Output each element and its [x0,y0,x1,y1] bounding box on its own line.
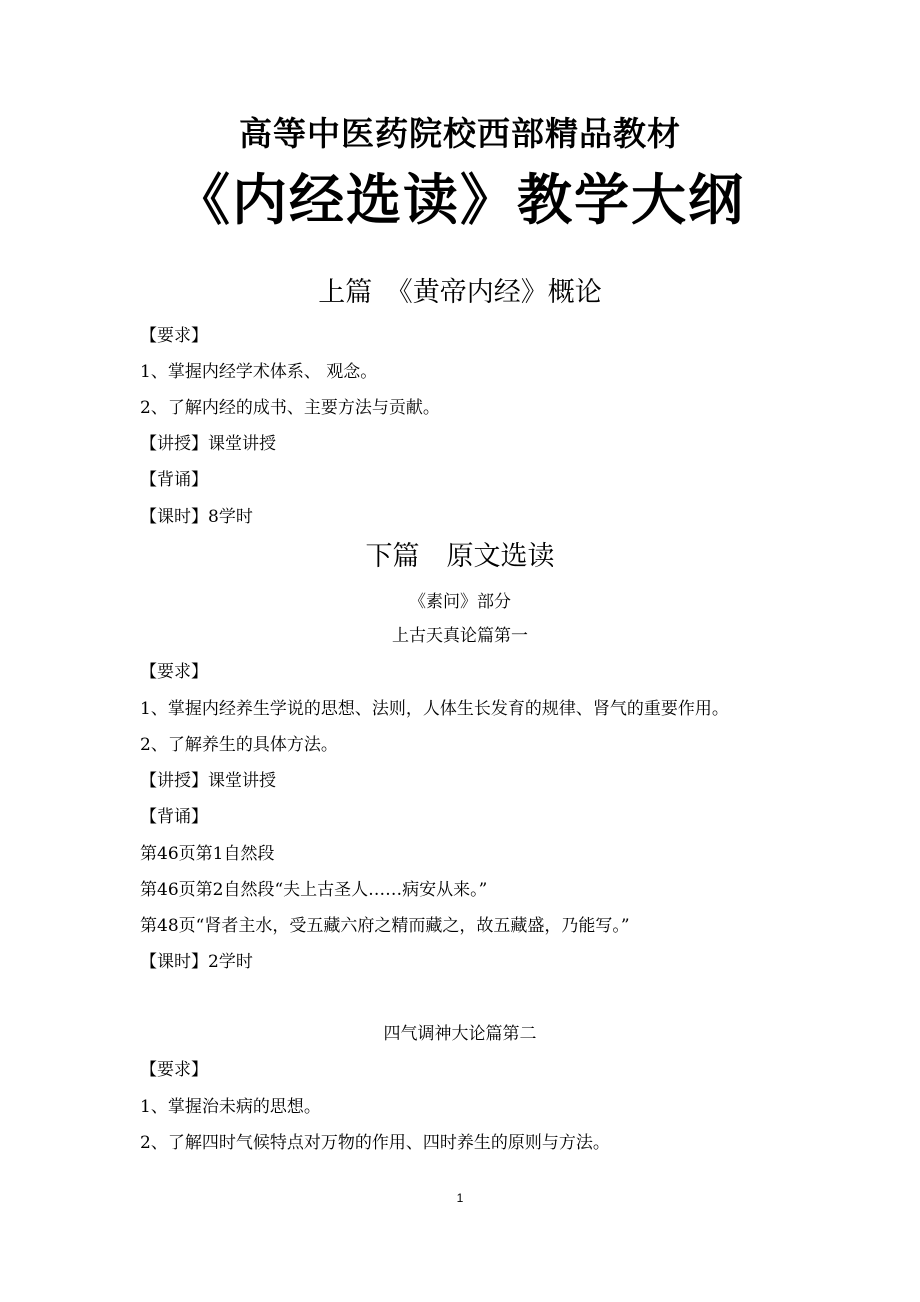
chapter1-title: 上古天真论篇第一 [392,626,528,646]
chapter1-teaching: 【讲授】课堂讲授 [140,771,276,791]
chapter2-requirement-label: 【要求】 [140,1060,208,1080]
chapter1-requirement-1: 1、掌握内经养生学说的思想、法则，人体生长发育的规律、肾气的重要作用。 [140,699,729,719]
upper-requirement-1: 1、掌握内经学术体系、 观念。 [140,362,378,382]
chapter1-hours: 【课时】2学时 [140,952,253,972]
chapter1-recitation: 【背诵】 [140,807,208,827]
upper-recitation: 【背诵】 [140,470,208,490]
upper-teaching: 【讲授】课堂讲授 [140,434,276,454]
document-title-line1: 高等中医药院校西部精品教材 [239,114,681,153]
chapter1-recitation-item-1: 第46页第1自然段 [140,844,275,864]
chapter1-requirement-label: 【要求】 [140,662,208,682]
upper-requirement-2: 2、了解内经的成书、主要方法与贡献。 [140,398,440,418]
chapter1-recitation-item-2: 第46页第2自然段“夫上古圣人……病安从来。” [140,880,488,900]
chapter2-requirement-2: 2、了解四时气候特点对万物的作用、四时养生的原则与方法。 [140,1133,610,1153]
lower-part-heading: 下篇 原文选读 [365,541,555,572]
upper-hours: 【课时】8学时 [140,507,253,527]
upper-requirement-label: 【要求】 [140,326,208,346]
upper-part-heading: 上篇 《黄帝内经》概论 [318,277,602,308]
chapter2-title: 四气调神大论篇第二 [383,1024,537,1044]
chapter1-requirement-2: 2、了解养生的具体方法。 [140,735,338,755]
page-number: 1 [456,1191,464,1205]
document-title-line2: 《内经选读》教学大纲 [174,168,745,232]
chapter2-requirement-1: 1、掌握治未病的思想。 [140,1097,321,1117]
chapter1-recitation-item-3: 第48页“肾者主水，受五藏六府之精而藏之，故五藏盛，乃能写。” [140,916,630,936]
suwen-section-title: 《素问》部分 [409,592,511,612]
